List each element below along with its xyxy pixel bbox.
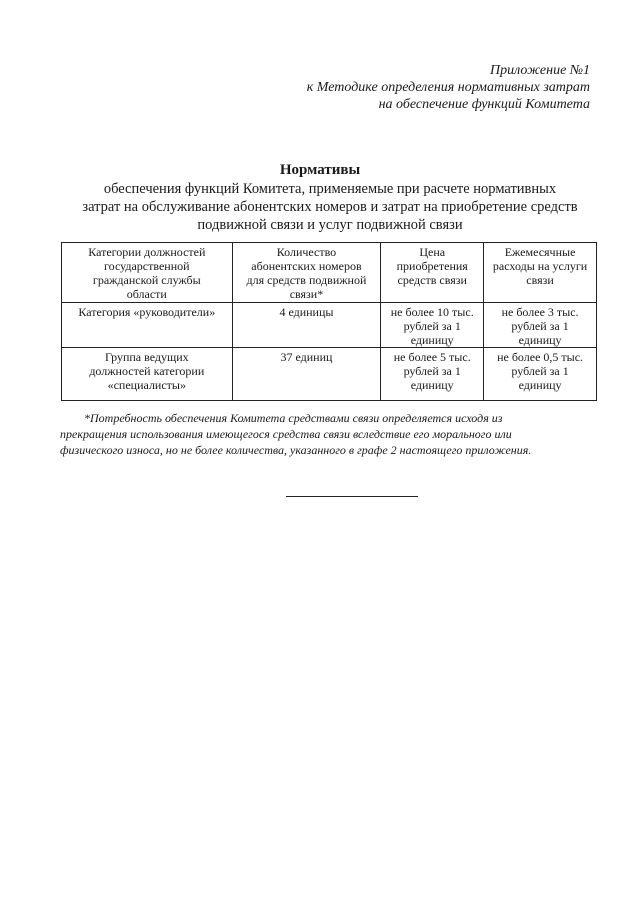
cell-line: единицу bbox=[518, 378, 562, 392]
header-line: связи* bbox=[289, 287, 324, 301]
appendix-line: к Методике определения нормативных затрат bbox=[306, 80, 590, 95]
table-cell bbox=[232, 303, 381, 348]
table-row bbox=[62, 348, 597, 401]
table-header-row bbox=[62, 243, 597, 303]
header-line: государственной bbox=[104, 259, 190, 273]
cell-line: рублей за 1 bbox=[403, 364, 461, 378]
header-line: области bbox=[126, 287, 167, 301]
cell-line: «специалисты» bbox=[107, 378, 186, 392]
subtitle-line: подвижной связи и услуг подвижной связи bbox=[197, 217, 463, 233]
cell-line: единицу bbox=[410, 378, 454, 392]
header-line: Цена bbox=[419, 245, 446, 259]
header-line: расходы на услуги bbox=[492, 259, 588, 273]
table-cell bbox=[62, 303, 233, 348]
header-purchase-price bbox=[381, 243, 484, 303]
header-line: гражданской службы bbox=[92, 273, 201, 287]
cell-line: не более 10 тыс. bbox=[390, 305, 474, 319]
cell-line: рублей за 1 bbox=[511, 364, 569, 378]
appendix-line: на обеспечение функций Комитета bbox=[378, 97, 590, 112]
appendix-header bbox=[307, 62, 590, 113]
cell-line: рублей за 1 bbox=[403, 319, 461, 333]
header-line: средств связи bbox=[397, 273, 467, 287]
cell-line: должностей категории bbox=[89, 364, 205, 378]
cell-line: не более 5 тыс. bbox=[393, 350, 471, 364]
footnote-line: физического износа, но не более количества, указанного в графе 2 настоящего приложения. bbox=[60, 443, 532, 457]
cell-line: единицу bbox=[518, 333, 562, 347]
header-line: Категории должностей bbox=[88, 245, 206, 259]
table-cell bbox=[232, 348, 381, 401]
cell-line: не более 3 тыс. bbox=[501, 305, 579, 319]
footnote-line: прекращения использования имеющегося средства связи вследствие его морального или bbox=[60, 427, 512, 441]
footnote-line: *Потребность обеспечения Комитета средствами связи определяется исходя из bbox=[84, 411, 503, 425]
subtitle-line: обеспечения функций Комитета, применяемые при расчете нормативных bbox=[103, 181, 557, 197]
header-line: Ежемесячные bbox=[504, 245, 576, 259]
table-cell bbox=[381, 303, 484, 348]
footnote bbox=[60, 410, 595, 458]
table-row bbox=[62, 303, 597, 348]
header-number-count bbox=[232, 243, 381, 303]
table-cell bbox=[381, 348, 484, 401]
cell-line: 37 единиц bbox=[280, 350, 333, 364]
document-title: Нормативы bbox=[279, 162, 361, 178]
document-subtitle bbox=[60, 180, 600, 234]
header-line: абонентских номеров bbox=[251, 259, 362, 273]
table-cell bbox=[484, 348, 597, 401]
cell-line: единицу bbox=[410, 333, 454, 347]
header-line: Количество bbox=[276, 245, 337, 259]
subtitle-line: затрат на обслуживание абонентских номеров и затрат на приобретение средств bbox=[82, 199, 578, 215]
norms-table bbox=[61, 242, 597, 401]
header-line: связи bbox=[526, 273, 554, 287]
table-cell bbox=[62, 348, 233, 401]
header-position-category bbox=[62, 243, 233, 303]
appendix-line: Приложение №1 bbox=[490, 63, 590, 78]
cell-line: не более 0,5 тыс. bbox=[497, 350, 584, 364]
header-monthly-expense bbox=[484, 243, 597, 303]
cell-line: рублей за 1 bbox=[511, 319, 569, 333]
header-line: приобретения bbox=[396, 259, 468, 273]
table-cell bbox=[484, 303, 597, 348]
cell-line: 4 единицы bbox=[279, 305, 334, 319]
cell-line: Категория «руководители» bbox=[78, 305, 216, 319]
signature-line bbox=[286, 496, 418, 497]
header-line: для средств подвижной bbox=[246, 273, 367, 287]
cell-line: Группа ведущих bbox=[104, 350, 189, 364]
